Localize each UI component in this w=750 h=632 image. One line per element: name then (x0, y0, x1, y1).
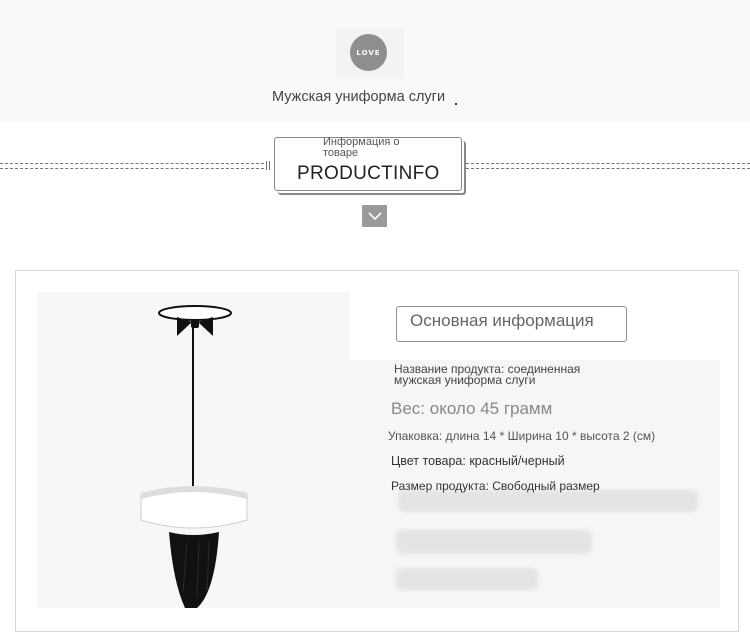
divider-right (466, 162, 750, 171)
product-weight: Вес: около 45 грамм (391, 399, 553, 418)
basic-info-heading: Основная информация (410, 311, 594, 330)
product-illustration (37, 292, 350, 608)
divider-tick (269, 161, 270, 170)
product-title: Мужская униформа слуги (272, 89, 446, 105)
ghost-line (396, 568, 538, 590)
product-color: Цвет товара: красный/черный (391, 454, 565, 468)
divider-left (0, 162, 264, 171)
chevron-down-icon (368, 212, 382, 221)
product-image (37, 292, 350, 608)
ghost-line (396, 530, 592, 554)
divider-tick (266, 161, 267, 170)
product-name-line2: мужская униформа слуги (394, 373, 536, 387)
product-packaging: Упаковка: длина 14 * Ширина 10 * высота 2 (см) (388, 429, 656, 443)
title-dot (455, 103, 457, 105)
logo-text: LOVE (356, 48, 381, 57)
section-label-small: Информация о товаре (323, 136, 400, 159)
scroll-down-button[interactable] (362, 205, 387, 227)
love-logo (350, 34, 387, 71)
ghost-line (398, 490, 698, 512)
product-size: Размер продукта: Свободный размер (391, 479, 600, 493)
product-name-line1: Название продукта: соединенная (394, 362, 581, 376)
section-label-big: PRODUCTINFO (297, 163, 440, 184)
